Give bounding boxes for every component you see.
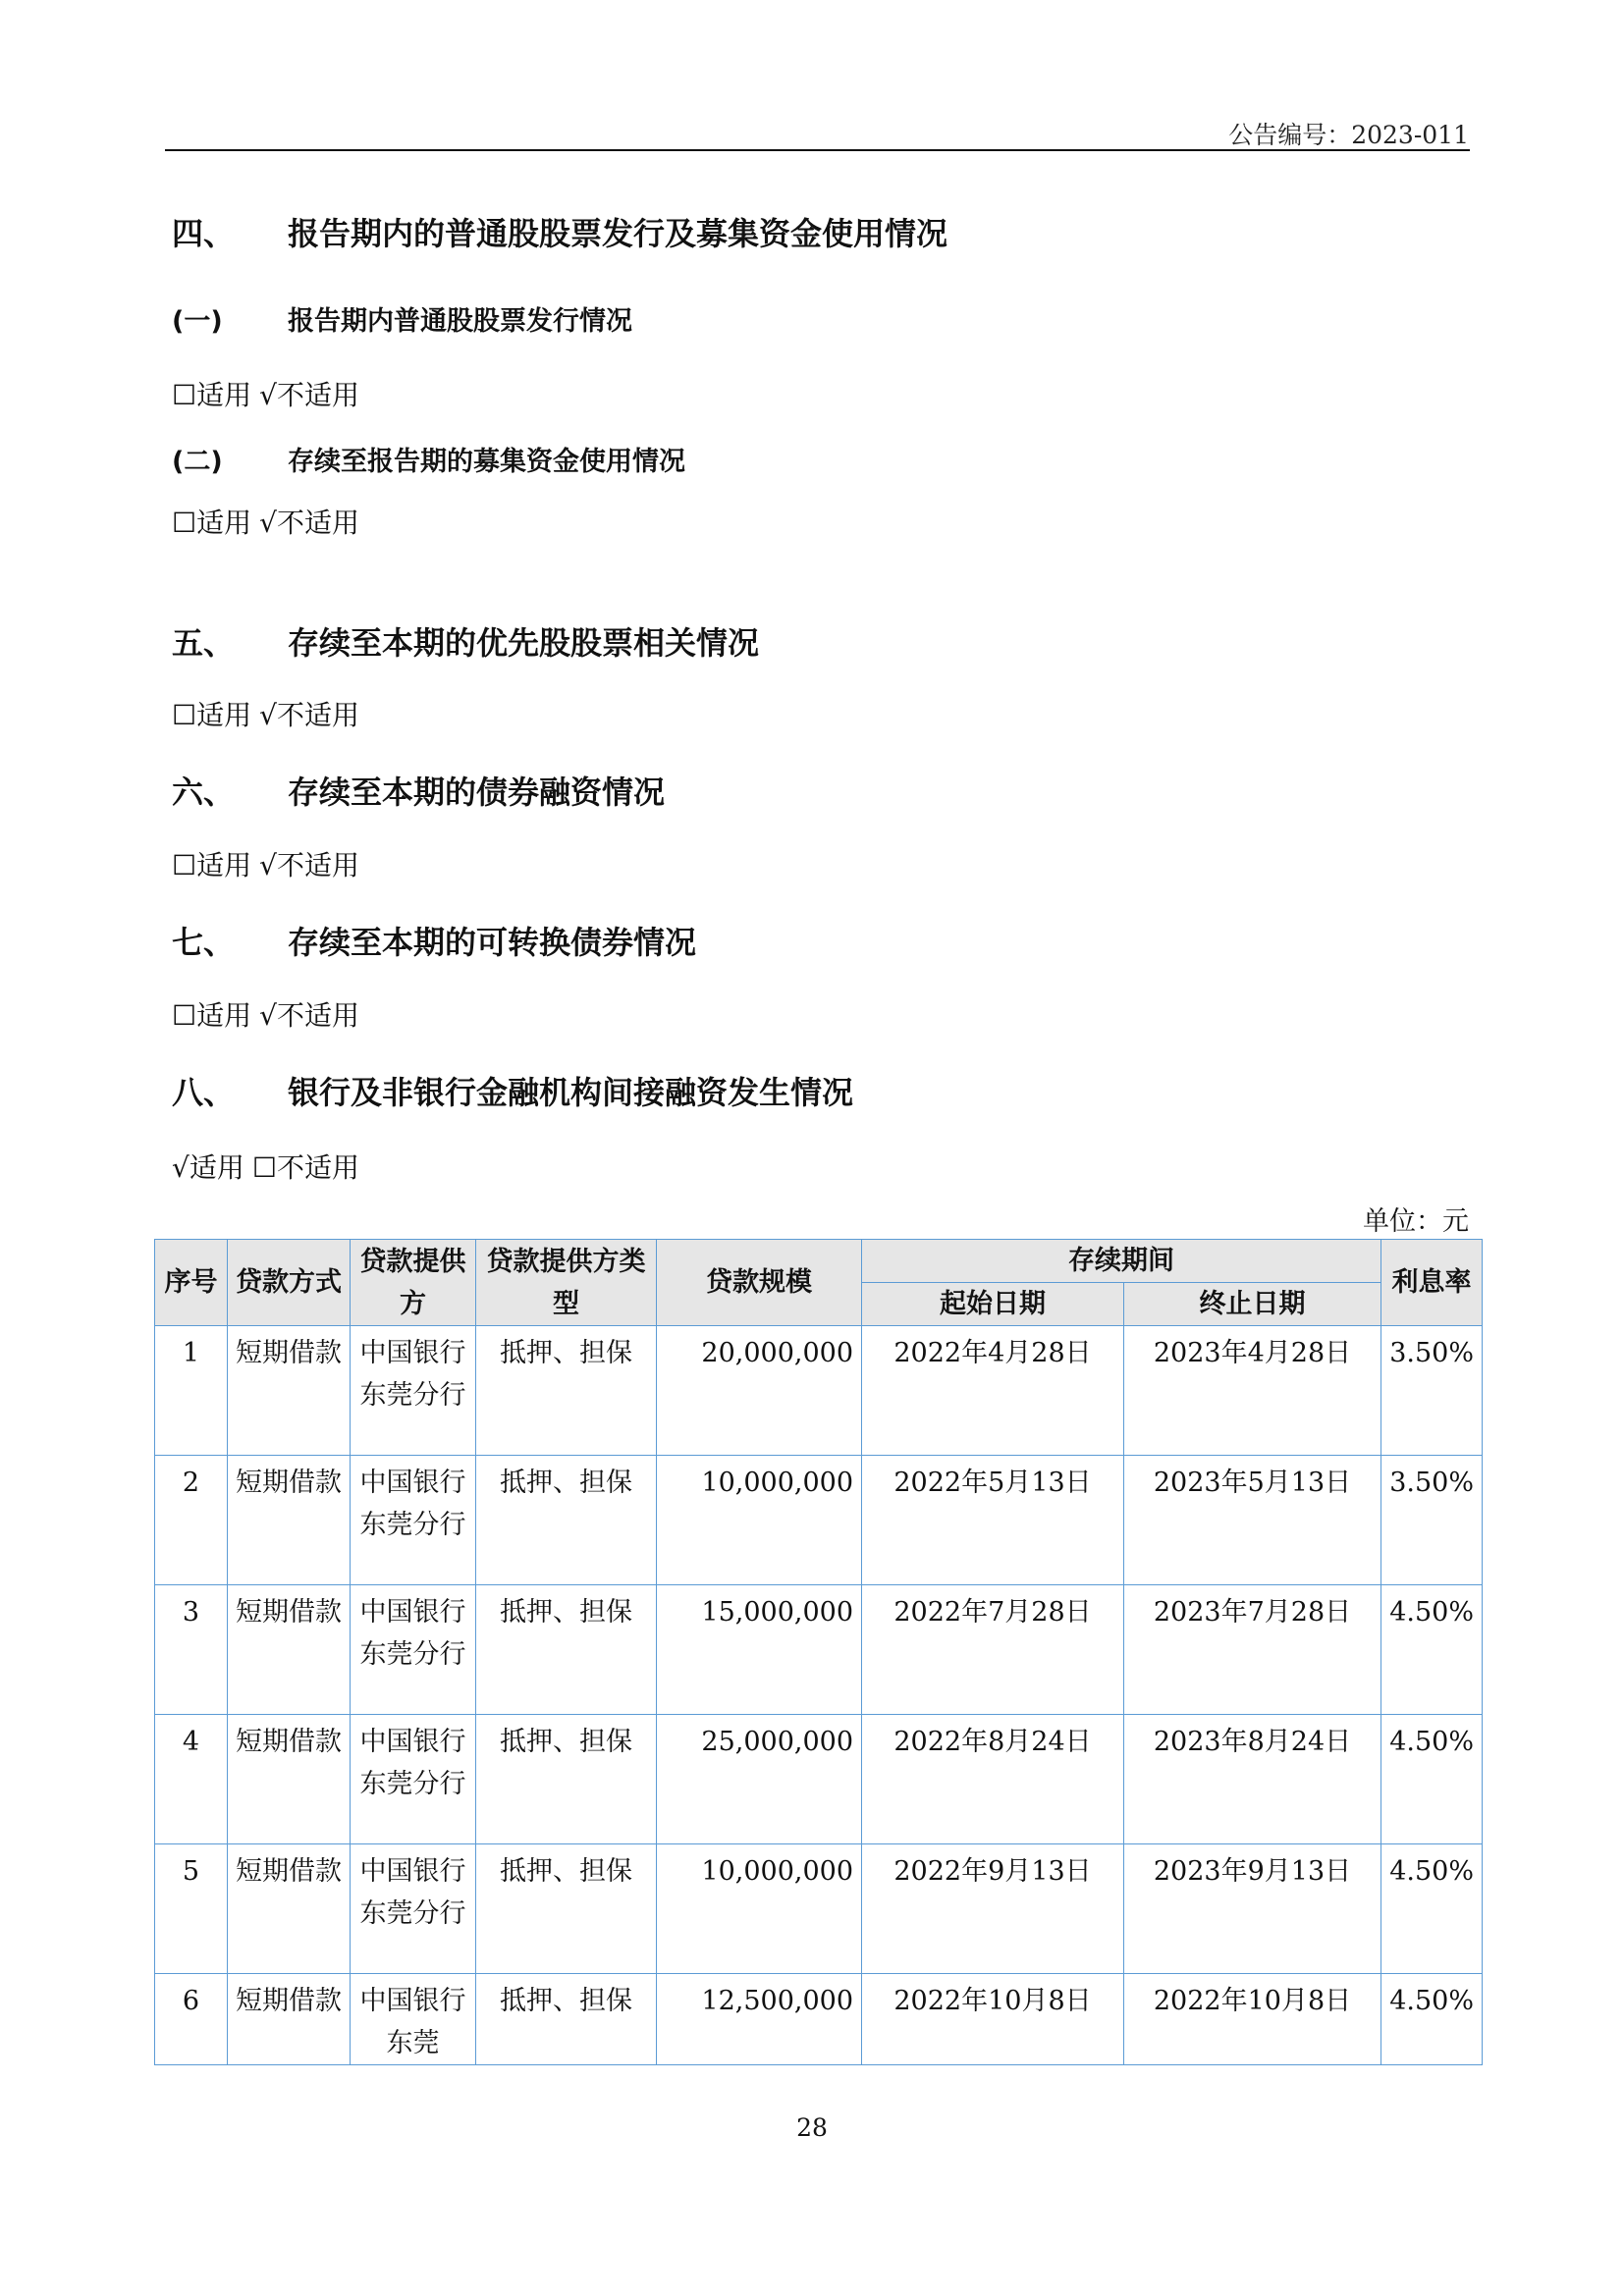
cell-method: 短期借款 [228,1715,351,1844]
cell-start-date: 2022年7月28日 [862,1585,1124,1715]
cell-provider-type: 抵押、担保 [476,1715,657,1844]
section-title: 报告期内普通股股票发行情况 [288,306,632,337]
section-4-1-heading [172,299,632,338]
applicable-checkbox: √适用 [172,1151,244,1184]
not-applicable-checkbox: √不适用 [259,379,359,411]
cell-amount: 15,000,000 [657,1585,862,1715]
cell-end-date: 2023年8月24日 [1124,1715,1381,1844]
cell-provider-type: 抵押、担保 [476,1326,657,1456]
header-seq: 序号 [155,1240,228,1326]
cell-seq: 6 [155,1974,228,2065]
table-row [155,1715,1483,1844]
cell-start-date: 2022年5月13日 [862,1456,1124,1585]
applicability-option [172,844,367,883]
cell-seq: 2 [155,1456,228,1585]
cell-method: 短期借款 [228,1974,351,2065]
not-applicable-checkbox: √不适用 [259,849,359,881]
cell-seq: 3 [155,1585,228,1715]
applicable-checkbox: ☐适用 [172,849,252,881]
cell-start-date: 2022年8月24日 [862,1715,1124,1844]
section-number: 七、 [172,924,236,961]
table-row [155,1456,1483,1585]
cell-rate: 3.50% [1381,1456,1483,1585]
section-title: 存续至本期的优先股股票相关情况 [288,624,760,662]
cell-seq: 1 [155,1326,228,1456]
cell-method: 短期借款 [228,1585,351,1715]
cell-end-date: 2023年4月28日 [1124,1326,1381,1456]
section-4-2-heading [172,440,685,478]
cell-rate: 4.50% [1381,1585,1483,1715]
section-7-heading [172,918,696,963]
applicability-option [172,694,367,733]
cell-provider: 中国银行东莞分行 [351,1326,476,1456]
cell-method: 短期借款 [228,1326,351,1456]
not-applicable-checkbox: √不适用 [259,507,359,539]
header-rate: 利息率 [1381,1240,1483,1326]
not-applicable-checkbox: ☐不适用 [251,1151,359,1184]
applicability-option [172,994,367,1034]
section-title: 存续至本期的可转换债券情况 [288,924,697,961]
header-provider-type: 贷款提供方类型 [476,1240,657,1326]
cell-provider-type: 抵押、担保 [476,1456,657,1585]
cell-provider: 中国银行东莞分行 [351,1456,476,1585]
cell-end-date: 2023年9月13日 [1124,1844,1381,1974]
section-title: 报告期内的普通股股票发行及募集资金使用情况 [288,215,948,252]
section-title: 银行及非银行金融机构间接融资发生情况 [288,1074,854,1111]
header-period: 存续期间 [862,1240,1381,1283]
section-number: 五、 [172,624,236,662]
applicable-checkbox: ☐适用 [172,379,252,411]
unit-label: 单位：元 [1363,1206,1469,1237]
section-number: (二) [172,447,223,477]
cell-provider: 中国银行东莞分行 [351,1585,476,1715]
cell-rate: 4.50% [1381,1844,1483,1974]
cell-seq: 4 [155,1715,228,1844]
applicability-option [172,374,367,413]
notice-number: 公告编号：2023-011 [1228,121,1469,149]
section-5-heading [172,618,759,664]
cell-start-date: 2022年10月8日 [862,1974,1124,2065]
cell-end-date: 2023年5月13日 [1124,1456,1381,1585]
loan-table [154,1239,1483,2065]
header-end-date: 终止日期 [1124,1283,1381,1326]
section-title: 存续至报告期的募集资金使用情况 [288,447,685,477]
cell-provider-type: 抵押、担保 [476,1974,657,2065]
table-row [155,1974,1483,2065]
cell-provider: 中国银行东莞 [351,1974,476,2065]
cell-amount: 10,000,000 [657,1456,862,1585]
cell-provider-type: 抵押、担保 [476,1844,657,1974]
cell-provider-type: 抵押、担保 [476,1585,657,1715]
cell-provider: 中国银行东莞分行 [351,1844,476,1974]
applicability-option [172,502,367,541]
cell-provider: 中国银行东莞分行 [351,1715,476,1844]
cell-seq: 5 [155,1844,228,1974]
cell-start-date: 2022年9月13日 [862,1844,1124,1974]
header-amount: 贷款规模 [657,1240,862,1326]
cell-amount: 20,000,000 [657,1326,862,1456]
not-applicable-checkbox: √不适用 [259,999,359,1032]
section-4-heading [172,209,947,254]
table-row [155,1585,1483,1715]
header-rule [165,149,1470,151]
header-provider: 贷款提供方 [351,1240,476,1326]
cell-end-date: 2023年7月28日 [1124,1585,1381,1715]
section-number: 八、 [172,1074,236,1111]
applicable-checkbox: ☐适用 [172,699,252,731]
section-number: 六、 [172,774,236,811]
applicable-checkbox: ☐适用 [172,507,252,539]
not-applicable-checkbox: √不适用 [259,699,359,731]
cell-amount: 10,000,000 [657,1844,862,1974]
header-method: 贷款方式 [228,1240,351,1326]
table-row [155,1844,1483,1974]
header-start-date: 起始日期 [862,1283,1124,1326]
section-6-heading [172,768,665,813]
cell-amount: 12,500,000 [657,1974,862,2065]
cell-start-date: 2022年4月28日 [862,1326,1124,1456]
cell-rate: 4.50% [1381,1974,1483,2065]
page-number: 28 [796,2113,828,2142]
section-number: 四、 [172,215,236,252]
cell-rate: 3.50% [1381,1326,1483,1456]
section-title: 存续至本期的债券融资情况 [288,774,666,811]
cell-method: 短期借款 [228,1456,351,1585]
applicability-option [172,1147,367,1186]
section-8-heading [172,1068,853,1113]
cell-amount: 25,000,000 [657,1715,862,1844]
section-number: (一) [172,306,223,337]
applicable-checkbox: ☐适用 [172,999,252,1032]
cell-method: 短期借款 [228,1844,351,1974]
cell-rate: 4.50% [1381,1715,1483,1844]
cell-end-date: 2022年10月8日 [1124,1974,1381,2065]
table-row [155,1326,1483,1456]
